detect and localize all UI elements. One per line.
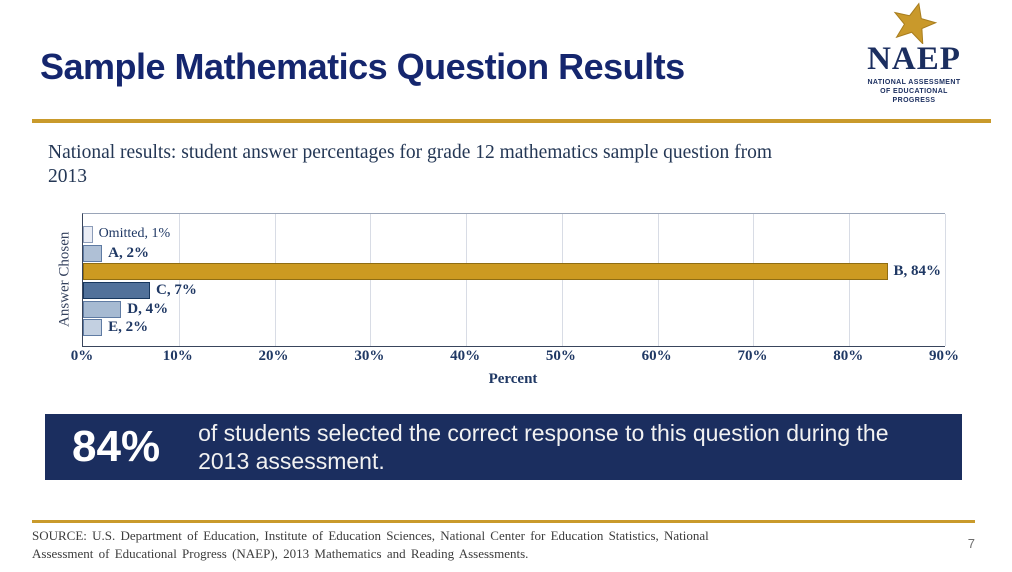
x-tick-label: 70% [737, 348, 768, 364]
chart-heading: National results: student answer percentages for grade 12 mathematics sample question from 2013 [48, 142, 772, 187]
header-divider [32, 119, 991, 123]
x-tick-label: 90% [929, 348, 959, 364]
callout-banner [45, 414, 962, 480]
x-tick-label: 40% [450, 348, 481, 364]
x-axis-label: Percent [488, 371, 538, 387]
star-icon [858, 2, 970, 44]
x-tick-label: 60% [641, 348, 672, 364]
naep-logo [858, 2, 970, 105]
bar-row [83, 244, 945, 263]
x-tick-label: 50% [545, 348, 576, 364]
bar-label: E, 2% [108, 319, 149, 336]
bar-row [83, 281, 945, 300]
bars [83, 214, 945, 346]
page-number: 7 [967, 536, 975, 551]
bar-row [83, 318, 945, 337]
x-tick-label: 30% [354, 348, 385, 364]
x-tick-label: 20% [258, 348, 289, 364]
bar-c [83, 282, 150, 299]
bar-label: D, 4% [127, 300, 169, 317]
bar-label: Omitted, 1% [98, 226, 171, 242]
x-tick-label: 80% [833, 348, 864, 364]
x-tick-label: 10% [162, 348, 193, 364]
bar-label: C, 7% [156, 281, 197, 298]
bar-e [83, 319, 102, 336]
bar-row [83, 262, 945, 281]
logo-text: NAEP [867, 41, 961, 77]
footer-divider [32, 520, 975, 523]
callout-stat: 84% [72, 422, 161, 471]
source-note: SOURCE: U.S. Department of Education, Institute of Education Sciences, National Center for Education Statistics, National Assessment of Educational Progress (NAEP), 2013 Mathematics and Reading Assessments. [32, 528, 709, 561]
page-title: Sample Mathematics Question Results [40, 46, 685, 87]
bar-b [83, 263, 888, 280]
bar-a [83, 245, 102, 262]
plot-area [82, 213, 945, 347]
bar-omitted [83, 226, 93, 243]
bar-row [83, 300, 945, 319]
x-tick-label: 0% [70, 348, 94, 364]
logo-subtitle: NATIONAL ASSESSMENT OF EDUCATIONAL PROGRESS [867, 79, 961, 104]
bar-label: B, 84% [893, 263, 942, 280]
x-axis-ticks [70, 348, 959, 368]
bar-label: A, 2% [108, 244, 149, 261]
bar-row [83, 225, 945, 244]
gridline [945, 214, 946, 346]
y-axis-label: Answer Chosen [56, 231, 73, 327]
callout-text: of students selected the correct response to this question during the 2013 assessment. [198, 420, 889, 474]
bar-d [83, 301, 121, 318]
